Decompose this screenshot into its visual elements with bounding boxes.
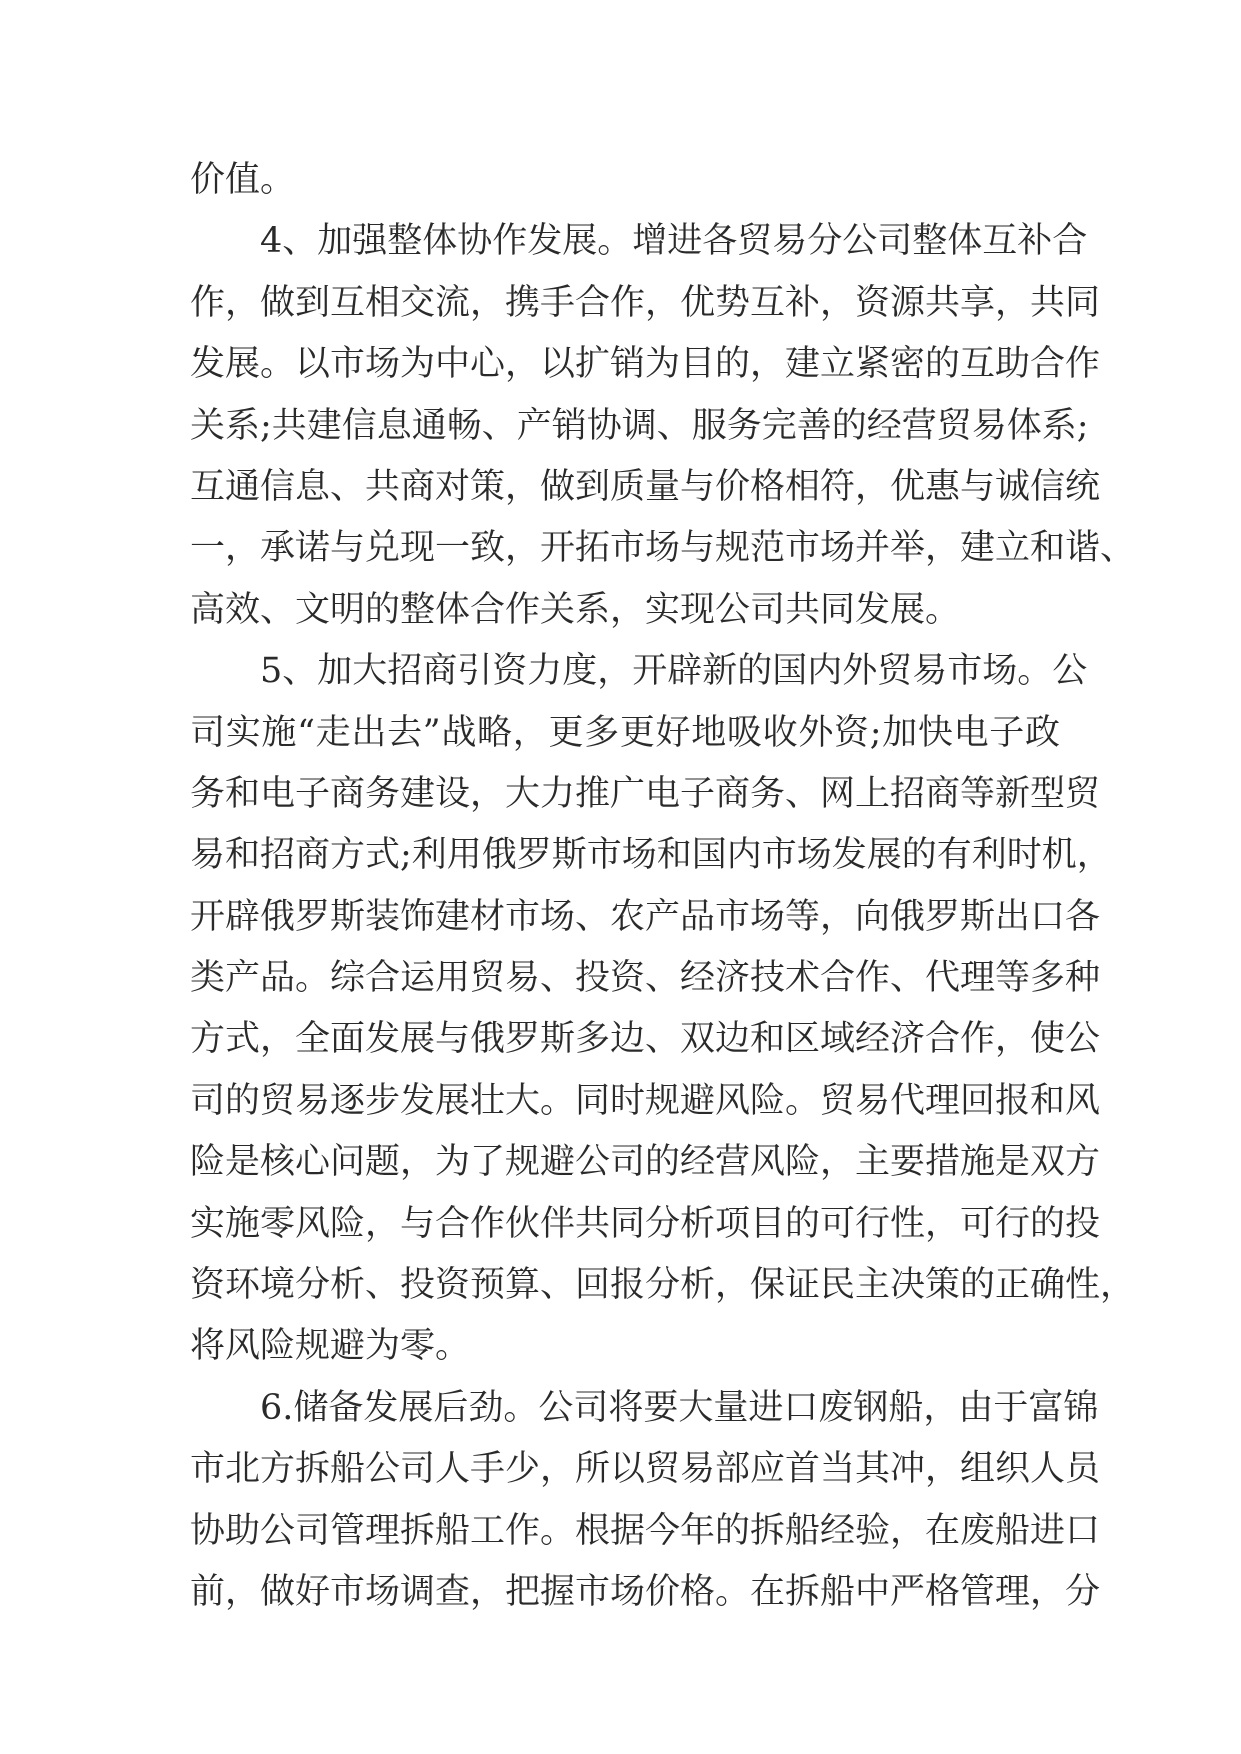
- paragraph-4-heading-line: 4、加强整体协作发展。增进各贸易分公司整体互补合: [260, 221, 1088, 262]
- text-line: 市北方拆船公司人手少，所以贸易部应首当其冲，组织人员: [190, 1449, 1101, 1490]
- text-line: 价值。: [190, 160, 296, 200]
- text-line: 险是核心问题，为了规避公司的经营风险，主要措施是双方: [190, 1142, 1101, 1183]
- text-line: 务和电子商务建设，大力推广电子商务、网上招商等新型贸: [190, 773, 1101, 814]
- text-line: 发展。以市场为中心，以扩销为目的，建立紧密的互助合作: [190, 344, 1101, 385]
- text-line: 开辟俄罗斯装饰建材市场、农产品市场等，向俄罗斯出口各: [190, 896, 1101, 937]
- text-line: 前，做好市场调查，把握市场价格。在拆船中严格管理，分: [190, 1571, 1101, 1612]
- text-line: 司的贸易逐步发展壮大。同时规避风险。贸易代理回报和风: [190, 1080, 1101, 1121]
- text-line: 方式，全面发展与俄罗斯多边、双边和区域经济合作，使公: [190, 1019, 1101, 1060]
- paragraph-5-heading-line: 5、加大招商引资力度，开辟新的国内外贸易市场。公: [260, 651, 1088, 692]
- text-line: 一，承诺与兑现一致，开拓市场与规范市场并举，建立和谐、: [190, 528, 1136, 569]
- text-line: 关系;共建信息通畅、产销协调、服务完善的经营贸易体系;: [190, 405, 1089, 446]
- text-line: 互通信息、共商对策，做到质量与价格相符，优惠与诚信统: [190, 466, 1101, 507]
- text-line: 高效、文明的整体合作关系，实现公司共同发展。: [190, 589, 961, 630]
- text-line: 资环境分析、投资预算、回报分析，保证民主决策的正确性，: [190, 1265, 1136, 1306]
- text-line: 司实施“走出去”战略，更多更好地吸收外资;加快电子政: [190, 712, 1060, 753]
- text-line: 类产品。综合运用贸易、投资、经济技术合作、代理等多种: [190, 958, 1101, 999]
- text-line: 实施零风险，与合作伙伴共同分析项目的可行性，可行的投: [190, 1203, 1101, 1244]
- document-body: [190, 150, 1136, 1623]
- text-line: 易和招商方式;利用俄罗斯市场和国内市场发展的有利时机，: [190, 835, 1112, 876]
- text-line: 作，做到互相交流，携手合作，优势互补，资源共享，共同: [190, 282, 1101, 323]
- text-line: 协助公司管理拆船工作。根据今年的拆船经验，在废船进口: [190, 1510, 1101, 1551]
- text-line: 将风险规避为零。: [190, 1326, 471, 1367]
- paragraph-6-heading-line: 6.储备发展后劲。公司将要大量进口废钢船，由于富锦: [260, 1387, 1099, 1428]
